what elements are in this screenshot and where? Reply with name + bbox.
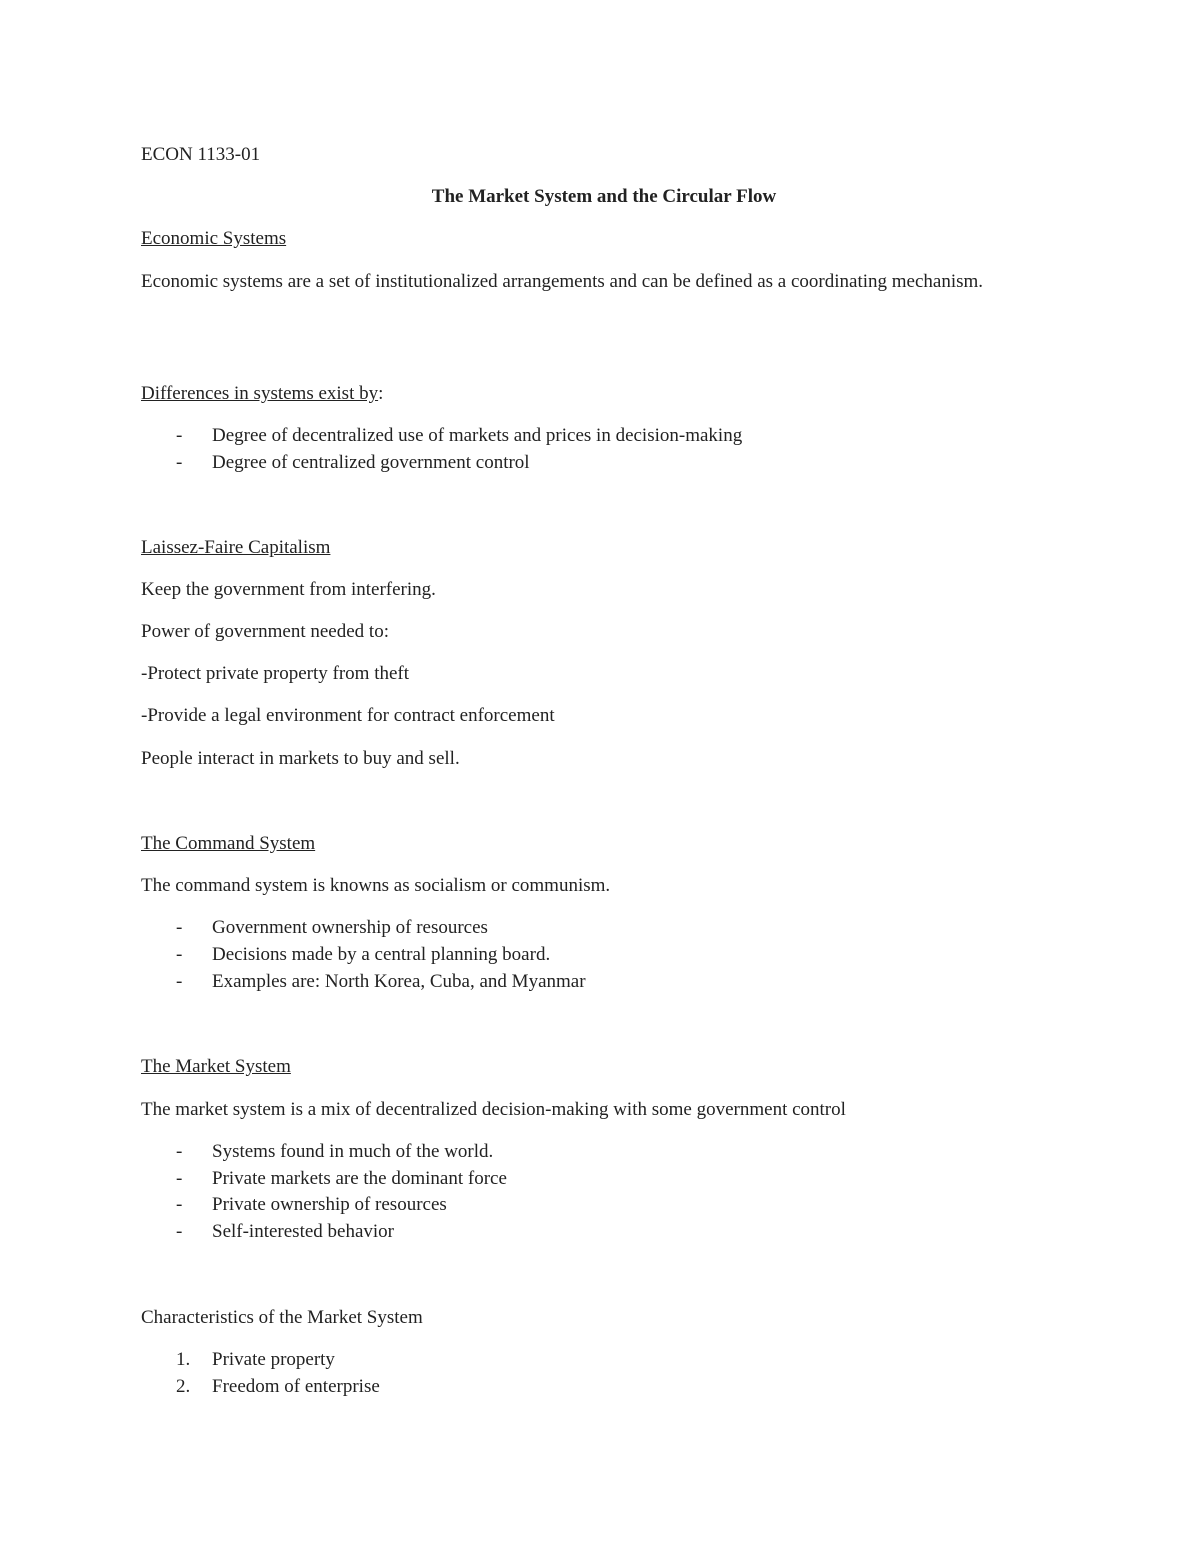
heading-differences — [141, 382, 383, 406]
list-item-text: Government ownership of resources — [212, 917, 488, 938]
item-number: 2. — [176, 1376, 191, 1397]
paragraph-market-system: The market system is a mix of decentralized decision-making with some government control — [141, 1099, 846, 1120]
paragraph-line: Power of government needed to: — [141, 621, 389, 642]
heading-command-system: The Command System — [141, 833, 316, 854]
paragraph-line: People interact in markets to buy and sell. — [141, 748, 460, 769]
paragraph-line: Keep the government from interfering. — [141, 579, 436, 600]
document-title-text: The Market System and the Circular Flow — [431, 186, 777, 207]
list-item-text: Private ownership of resources — [212, 1194, 447, 1215]
paragraph-line: -Provide a legal environment for contract enforcement — [141, 705, 555, 726]
list-item-text: Self-interested behavior — [212, 1221, 395, 1242]
bullet-marker: - — [176, 1141, 183, 1162]
bullet-marker: - — [176, 1168, 183, 1189]
bullet-marker: - — [176, 944, 183, 965]
document-title — [0, 185, 1200, 209]
list-item-text: Degree of centralized government control — [212, 452, 530, 473]
bullet-marker: - — [176, 1194, 183, 1215]
numbered-item-text: Private property — [212, 1349, 335, 1370]
bullet-marker: - — [176, 425, 183, 446]
heading-economic-systems: Economic Systems — [141, 228, 287, 249]
heading-characteristics: Characteristics of the Market System — [141, 1307, 423, 1328]
heading-differences-text: Differences in systems exist by — [141, 383, 379, 404]
numbered-item-text: Freedom of enterprise — [212, 1376, 380, 1397]
course-code: ECON 1133-01 — [141, 144, 261, 165]
bullet-marker: - — [176, 1221, 183, 1242]
heading-laissez-faire: Laissez-Faire Capitalism — [141, 537, 331, 558]
paragraph-command-system: The command system is knowns as socialism or communism. — [141, 875, 611, 896]
paragraph-economic-systems: Economic systems are a set of institutionalized arrangements and can be defined as a coordinating mechanism. — [141, 271, 984, 292]
bullet-marker: - — [176, 452, 183, 473]
list-item-text: Examples are: North Korea, Cuba, and Myanmar — [212, 971, 586, 992]
list-item-text: Decisions made by a central planning board. — [212, 944, 551, 965]
heading-differences-colon: : — [378, 383, 384, 404]
bullet-marker: - — [176, 971, 183, 992]
list-item-text: Private markets are the dominant force — [212, 1168, 507, 1189]
list-item-text: Degree of decentralized use of markets and prices in decision-making — [212, 425, 743, 446]
paragraph-line: -Protect private property from theft — [141, 663, 410, 684]
bullet-marker: - — [176, 917, 183, 938]
heading-market-system: The Market System — [141, 1056, 291, 1077]
list-item-text: Systems found in much of the world. — [212, 1141, 494, 1162]
item-number: 1. — [176, 1349, 191, 1370]
